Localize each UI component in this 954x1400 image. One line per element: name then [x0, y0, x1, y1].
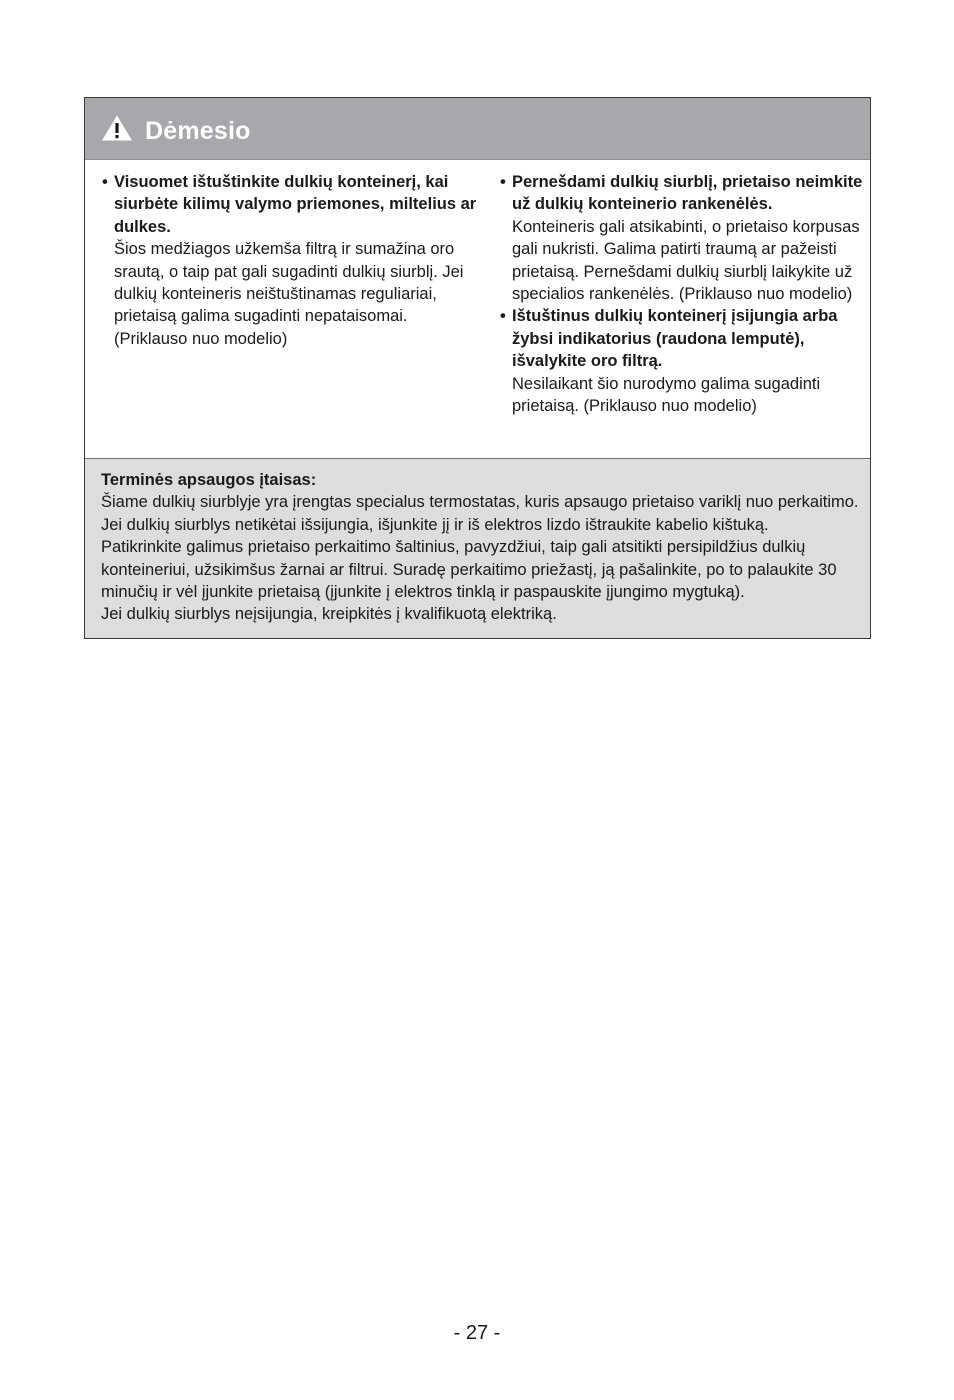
caution-item-heading: Visuomet ištuštinkite dulkių konteinerį, kai siurbėte kilimų valymo priemones, miltelius ar dulkes. [114, 173, 477, 236]
caution-item [102, 171, 482, 350]
caution-left-column [102, 171, 482, 350]
caution-item-body: Konteineris gali atsikabinti, o prietaiso korpusas gali nukristi. Galima patirti traumą ar pažeisti prietaisą. Pernešdami dulkių siurblį laikykite už specialios rankenėlės. (Priklauso nuo modelio) [512, 217, 860, 304]
thermal-paragraph: Patikrinkite galimus prietaiso perkaitimo šaltinius, pavyzdžiui, taip gali atsitikti persipildžius dulkių konteineriui, užsikimšus žarnai ar filtrui. Suradę perkaitimo priežastį, ją pašalinkite, po to palaukite 30 minučių ir vėl įjunkite prietaisą (įjunkite į elektros tinklą ir paspauskite įjungimo mygtuką). [101, 538, 837, 602]
caution-columns [85, 160, 870, 458]
bullet: • [500, 173, 506, 191]
warning-triangle-icon [101, 114, 133, 142]
caution-title: Dėmesio [145, 117, 251, 145]
thermal-title: Terminės apsaugos įtaisas: [101, 471, 317, 489]
caution-right-column [500, 171, 872, 417]
caution-item-body: Šios medžiagos užkemša filtrą ir sumažina oro srautą, o taip pat gali sugadinti dulkių siurblį. Jei dulkių konteineris neištuštinamas reguliariai, prietaisą galima sugadinti nepataisomai. (Priklauso nuo modelio) [114, 240, 464, 348]
caution-box [84, 97, 871, 639]
thermal-paragraph: Šiame dulkių siurblyje yra įrengtas specialus termostatas, kuris apsaugo prietaiso variklį nuo perkaitimo. Jei dulkių siurblys netikėtai išsijungia, išjunkite jį ir iš elektros lizdo ištraukite kabelio kištuką. [101, 493, 859, 534]
thermal-protection-section [85, 458, 870, 638]
caution-item-heading: Ištuštinus dulkių konteinerį įsijungia arba žybsi indikatorius (raudona lemputė), išvalykite oro filtrą. [512, 307, 838, 371]
caution-item [500, 171, 872, 305]
thermal-paragraph: Jei dulkių siurblys neįsijungia, kreipkitės į kvalifikuotą elektriką. [101, 605, 557, 624]
caution-header [85, 98, 870, 160]
bullet: • [102, 173, 108, 191]
bullet: • [500, 307, 506, 326]
caution-item-body: Nesilaikant šio nurodymo galima sugadinti prietaisą. (Priklauso nuo modelio) [512, 374, 821, 416]
caution-item [500, 305, 872, 417]
page-number: - 27 - [453, 1322, 501, 1344]
caution-item-heading: Pernešdami dulkių siurblį, prietaiso neimkite už dulkių konteinerio rankenėlės. [512, 173, 863, 214]
